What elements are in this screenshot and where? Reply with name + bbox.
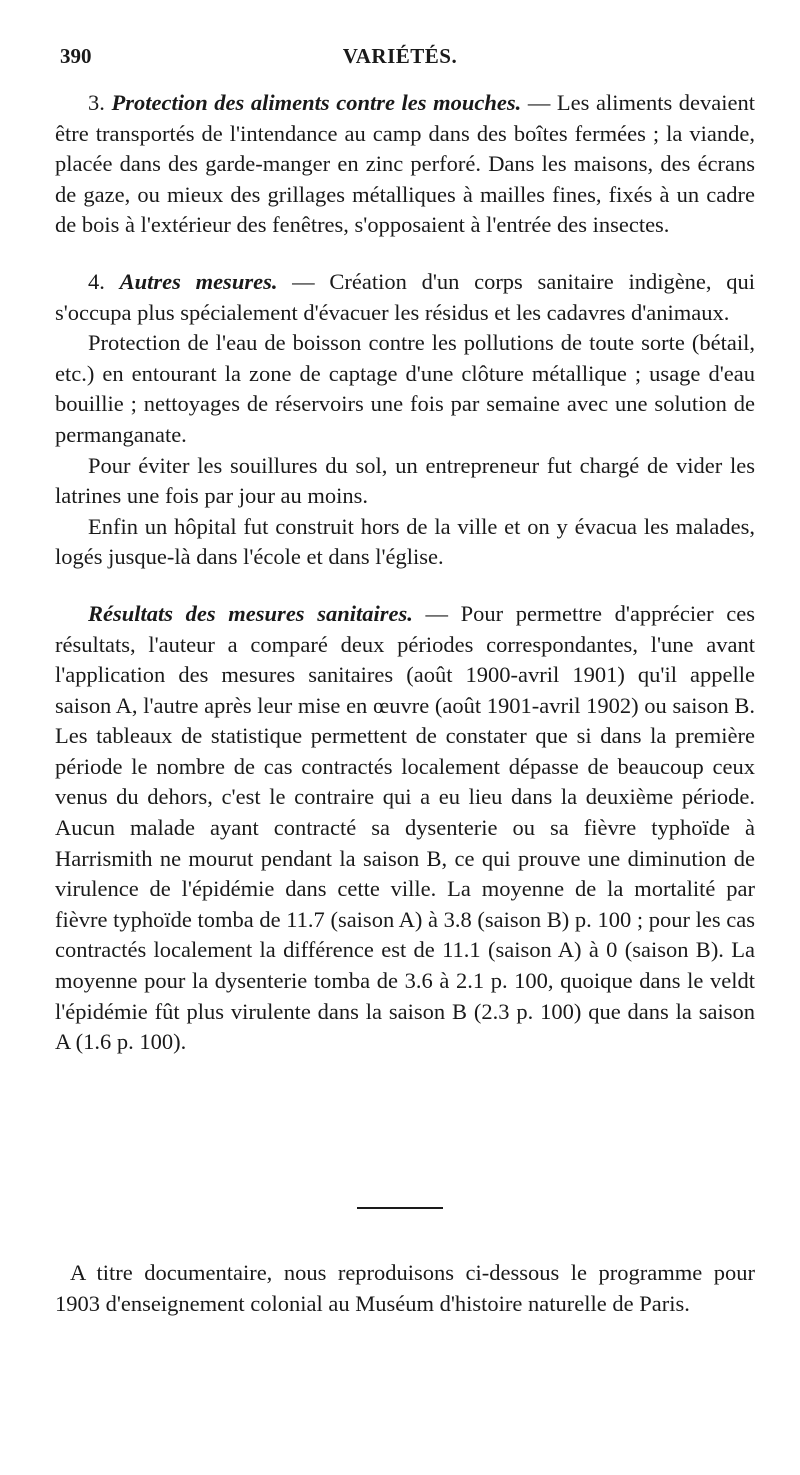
paragraph: Enfin un hôpital fut construit hors de la ville et on y évacua les malades, logés jusque-là dans l'école et dans l'église. — [55, 513, 755, 570]
section-resultats — [55, 599, 755, 1058]
paragraph — [55, 267, 755, 328]
section-title: Protection des aliments contre les mouches. — [111, 90, 522, 115]
paragraph — [55, 88, 755, 241]
section-number: 3. — [88, 90, 105, 115]
section-autres-mesures — [55, 267, 755, 573]
page-header — [60, 44, 740, 80]
paragraph — [55, 599, 755, 1058]
section-title: Résultats des mesures sanitaires. — [88, 600, 413, 626]
closing-paragraph — [55, 1258, 755, 1319]
running-head: VARIÉTÉS. — [342, 44, 458, 68]
paragraph-text: — Les aliments devaient être transportés de l'intendance au camp dans des boîtes fermées ; la viande, placée dans des garde-manger en zinc perforé. Dans les maisons, des écrans de gaze, ou mieux des grillages métalliques à mailles fines, fixés à un cadre de bois à l'extérieur des fenêtres, s'opposaient à l'entrée des insectes. — [55, 90, 756, 238]
paragraph: Protection de l'eau de boisson contre les pollutions de toute sorte (bétail, etc.) en entourant la zone de captage d'une clôture métallique ; usage d'eau bouillie ; nettoyages de réservoirs une fois par semaine avec une solution de permanganate. — [55, 330, 755, 447]
paragraph-text: — Pour permettre d'apprécier ces résultats, l'auteur a comparé deux périodes correspondantes, l'une avant l'application des mesures sanitaires (août 1900-avril 1901) qu'il appelle saison A, l'autre après leur mise en œuvre (août 1901-avril 1902) ou saison B. Les tableaux de statistique permettent de constater que si dans la première période le nombre de cas contractés localement dépasse de beaucoup ceux venus du dehors, c'est le contraire qui a eu lieu dans la deuxième période. Aucun malade ayant contracté sa dysenterie ou sa fièvre typhoïde à Harrismith ne mourut pendant la saison B, ce qui prouve une diminution de virulence de l'épidémie dans cette ville. La moyenne de la mortalité par fièvre typhoïde tomba de 11.7 (saison A) à 3.8 (saison B) p. 100 ; pour les cas contractés localement la différence est de 11.1 (saison A) à 0 (saison B). La moyenne pour la dysenterie tomba de 3.6 à 2.1 p. 100, quoique dans le veldt l'épidémie fût plus virulente dans la saison B (2.3 p. 100) que dans la saison A (1.6 p. 100). — [55, 600, 756, 1055]
paragraph-text: — Création d'un corps sanitaire indigène, qui s'occupa plus spécialement d'évacuer les résidus et les cadavres d'animaux. — [55, 268, 756, 325]
paragraph: A titre documentaire, nous reproduisons ci-dessous le programme pour 1903 d'enseignement colonial au Muséum d'histoire naturelle de Paris. — [55, 1260, 755, 1316]
section-divider — [357, 1207, 443, 1209]
section-title: Autres mesures. — [119, 268, 278, 294]
body-text — [55, 88, 755, 1058]
page-number: 390 — [60, 44, 92, 68]
section-number: 4. — [88, 268, 105, 294]
section-protection-aliments — [55, 88, 755, 241]
paragraph: Pour éviter les souillures du sol, un entrepreneur fut chargé de vider les latrines une fois par jour au moins. — [55, 452, 755, 509]
